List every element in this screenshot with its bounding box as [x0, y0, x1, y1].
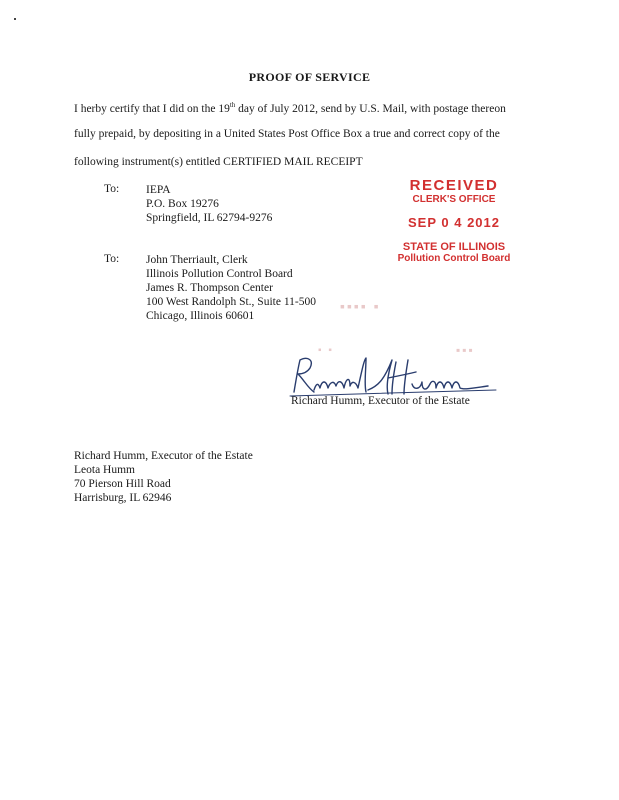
- bleed-through-mark: ▪▪▪▪ ▪: [340, 298, 381, 314]
- recipient-1-line: Springfield, IL 62794-9276: [146, 212, 273, 224]
- stamp-received: RECEIVED: [409, 177, 499, 194]
- certification-line-2: fully prepaid, by depositing in a United States Post Office Box a true and correct copy of the: [74, 128, 500, 140]
- bleed-through-mark: ▪▪▪: [456, 343, 475, 357]
- stamp-state: STATE OF ILLINOIS: [402, 241, 506, 253]
- sender-line: Leota Humm: [74, 464, 135, 476]
- recipient-2-line: Chicago, Illinois 60601: [146, 310, 255, 322]
- recipient-2-line: James R. Thompson Center: [146, 282, 273, 294]
- recipient-1-line: IEPA: [146, 184, 171, 196]
- stamp-date: SEP 0 4 2012: [408, 215, 500, 230]
- recipient-2-line: Illinois Pollution Control Board: [146, 268, 293, 280]
- bleed-through-mark: ▪ ▪: [318, 345, 334, 356]
- handwritten-signature: [288, 350, 498, 400]
- document-title: PROOF OF SERVICE: [248, 70, 371, 84]
- certification-line-1-superscript: th: [229, 101, 236, 109]
- sender-line: Richard Humm, Executor of the Estate: [74, 450, 253, 462]
- recipient-2-line: 100 West Randolph St., Suite 11-500: [146, 296, 316, 308]
- recipient-1-line: P.O. Box 19276: [146, 198, 219, 210]
- recipient-1-address: [146, 183, 272, 225]
- recipient-2-label: To:: [104, 253, 120, 265]
- certification-line-1-post: day of July 2012, send by U.S. Mail, with postage thereon: [235, 102, 506, 115]
- recipient-2-line: John Therriault, Clerk: [146, 254, 248, 266]
- scan-speck: [14, 18, 16, 20]
- recipient-2-address: [146, 253, 316, 323]
- stamp-clerks-office: CLERK'S OFFICE: [412, 194, 496, 205]
- sender-address: [74, 449, 253, 505]
- received-stamp: [384, 178, 524, 265]
- certification-line-3: following instrument(s) entitled CERTIFIED MAIL RECEIPT: [74, 156, 363, 168]
- certification-line-1-pre: I herby certify that I did on the 19: [74, 102, 230, 115]
- signature-caption: Richard Humm, Executor of the Estate: [291, 395, 470, 407]
- certification-line-1: [74, 101, 506, 115]
- sender-line: 70 Pierson Hill Road: [74, 478, 171, 490]
- recipient-1-label: To:: [104, 183, 120, 195]
- stamp-board: Pollution Control Board: [397, 253, 511, 264]
- sender-line: Harrisburg, IL 62946: [74, 492, 172, 504]
